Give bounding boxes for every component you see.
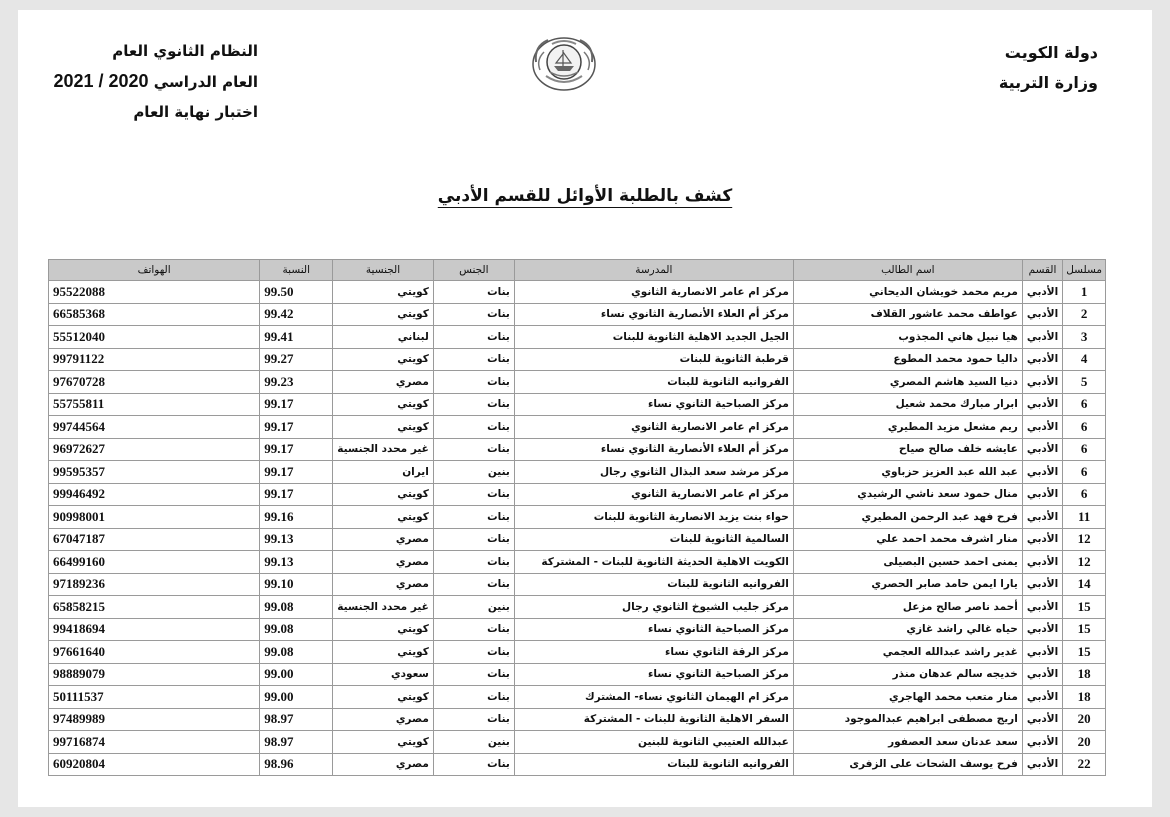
cell-phone: 95522088 bbox=[49, 281, 260, 304]
col-phones: الهواتف bbox=[49, 260, 260, 281]
cell-serial: 18 bbox=[1063, 663, 1106, 686]
cell-nationality: مصري bbox=[333, 708, 434, 731]
kuwait-emblem-icon bbox=[530, 32, 598, 100]
cell-school: السفر الاهلية الثانوية للبنات - المشتركة bbox=[514, 708, 793, 731]
cell-student-name: أحمد ناصر صالح مزعل bbox=[793, 596, 1022, 619]
cell-section: الأدبي bbox=[1022, 416, 1062, 439]
cell-phone: 55755811 bbox=[49, 393, 260, 416]
cell-serial: 22 bbox=[1063, 753, 1106, 776]
cell-serial: 1 bbox=[1063, 281, 1106, 304]
cell-serial: 15 bbox=[1063, 618, 1106, 641]
cell-phone: 65858215 bbox=[49, 596, 260, 619]
cell-nationality: كويتي bbox=[333, 348, 434, 371]
cell-percentage: 99.23 bbox=[260, 371, 333, 394]
exam-name: اختبار نهاية العام bbox=[133, 103, 258, 121]
cell-gender: بنات bbox=[433, 641, 514, 664]
academic-year-label: العام الدراسي bbox=[153, 73, 258, 91]
cell-gender: بنات bbox=[433, 348, 514, 371]
ministry-name: وزارة التربية bbox=[998, 73, 1098, 92]
cell-serial: 2 bbox=[1063, 303, 1106, 326]
table-row bbox=[49, 663, 1106, 686]
table-row bbox=[49, 461, 1106, 484]
cell-school: مركز أم العلاء الأنصارية الثانوي نساء bbox=[514, 438, 793, 461]
cell-school: مركز ام عامر الانصارية الثانوي bbox=[514, 416, 793, 439]
cell-nationality: مصري bbox=[333, 551, 434, 574]
col-gender: الجنس bbox=[433, 260, 514, 281]
exam-info-block bbox=[48, 36, 258, 127]
cell-section: الأدبي bbox=[1022, 483, 1062, 506]
cell-student-name: حياه غالي راشد غازي bbox=[793, 618, 1022, 641]
cell-gender: بنات bbox=[433, 483, 514, 506]
cell-gender: بنات bbox=[433, 551, 514, 574]
academic-year-value: 2021 / 2020 bbox=[53, 71, 149, 91]
cell-student-name: خديجه سالم عدهان منذر bbox=[793, 663, 1022, 686]
cell-student-name: منار متعب محمد الهاجري bbox=[793, 686, 1022, 709]
cell-serial: 12 bbox=[1063, 551, 1106, 574]
cell-student-name: مريم محمد خويشان الديحاني bbox=[793, 281, 1022, 304]
cell-school: مركز ام عامر الانصارية الثانوي bbox=[514, 483, 793, 506]
cell-student-name: منال حمود سعد ناشي الرشيدي bbox=[793, 483, 1022, 506]
cell-student-name: عبد الله عبد العزيز حزباوي bbox=[793, 461, 1022, 484]
cell-school: مركز مرشد سعد البذال الثانوي رجال bbox=[514, 461, 793, 484]
cell-percentage: 99.00 bbox=[260, 686, 333, 709]
cell-student-name: يارا ايمن حامد صابر الحصري bbox=[793, 573, 1022, 596]
table-row bbox=[49, 281, 1106, 304]
cell-gender: بنات bbox=[433, 686, 514, 709]
cell-percentage: 99.41 bbox=[260, 326, 333, 349]
cell-student-name: فرح يوسف الشحات على الزفرى bbox=[793, 753, 1022, 776]
issuer-block bbox=[999, 38, 1098, 98]
cell-phone: 97189236 bbox=[49, 573, 260, 596]
cell-section: الأدبي bbox=[1022, 596, 1062, 619]
cell-percentage: 99.13 bbox=[260, 551, 333, 574]
table-row bbox=[49, 596, 1106, 619]
table-row bbox=[49, 393, 1106, 416]
cell-school: السالمية الثانوية للبنات bbox=[514, 528, 793, 551]
table-row bbox=[49, 708, 1106, 731]
cell-section: الأدبي bbox=[1022, 326, 1062, 349]
cell-student-name: ريم مشعل مزيد المطيري bbox=[793, 416, 1022, 439]
col-student-name: اسم الطالب bbox=[793, 260, 1022, 281]
cell-nationality: ايران bbox=[333, 461, 434, 484]
cell-phone: 67047187 bbox=[49, 528, 260, 551]
cell-gender: بنات bbox=[433, 708, 514, 731]
cell-school: مركز الرقة الثانوي نساء bbox=[514, 641, 793, 664]
cell-phone: 99744564 bbox=[49, 416, 260, 439]
cell-gender: بنات bbox=[433, 416, 514, 439]
table-header-row bbox=[49, 260, 1106, 281]
table-row bbox=[49, 348, 1106, 371]
cell-section: الأدبي bbox=[1022, 348, 1062, 371]
document-title-text: كشف بالطلبة الأوائل للقسم الأدبي bbox=[437, 186, 733, 206]
cell-gender: بنات bbox=[433, 438, 514, 461]
cell-school: مركز الصباحية الثانوي نساء bbox=[514, 618, 793, 641]
cell-phone: 66585368 bbox=[49, 303, 260, 326]
cell-phone: 99791122 bbox=[49, 348, 260, 371]
cell-serial: 6 bbox=[1063, 483, 1106, 506]
cell-percentage: 99.00 bbox=[260, 663, 333, 686]
cell-section: الأدبي bbox=[1022, 573, 1062, 596]
cell-nationality: مصري bbox=[333, 371, 434, 394]
cell-nationality: مصري bbox=[333, 528, 434, 551]
table-row bbox=[49, 438, 1106, 461]
cell-nationality: كويتي bbox=[333, 393, 434, 416]
cell-nationality: كويتي bbox=[333, 416, 434, 439]
cell-serial: 6 bbox=[1063, 393, 1106, 416]
cell-percentage: 99.08 bbox=[260, 596, 333, 619]
cell-serial: 6 bbox=[1063, 438, 1106, 461]
cell-school: قرطبة الثانوية للبنات bbox=[514, 348, 793, 371]
cell-section: الأدبي bbox=[1022, 663, 1062, 686]
cell-student-name: فرح فهد عبد الرحمن المطيري bbox=[793, 506, 1022, 529]
cell-section: الأدبي bbox=[1022, 641, 1062, 664]
cell-school: الفروانيه الثانوية للبنات bbox=[514, 753, 793, 776]
cell-school: الفروانيه الثانوية للبنات bbox=[514, 371, 793, 394]
cell-nationality: كويتي bbox=[333, 618, 434, 641]
cell-gender: بنات bbox=[433, 393, 514, 416]
cell-percentage: 99.10 bbox=[260, 573, 333, 596]
cell-nationality: مصري bbox=[333, 573, 434, 596]
cell-serial: 5 bbox=[1063, 371, 1106, 394]
cell-gender: بنين bbox=[433, 461, 514, 484]
cell-student-name: عواطف محمد عاشور القلاف bbox=[793, 303, 1022, 326]
cell-school: الكويت الاهلية الحديثة الثانوية للبنات - المشتركة bbox=[514, 551, 793, 574]
cell-gender: بنين bbox=[433, 596, 514, 619]
cell-student-name: عايشه خلف صالح صياح bbox=[793, 438, 1022, 461]
document-page bbox=[18, 10, 1152, 807]
cell-gender: بنات bbox=[433, 371, 514, 394]
col-section: القسم bbox=[1022, 260, 1062, 281]
col-serial: مسلسل bbox=[1063, 260, 1106, 281]
cell-school: مركز الصباحية الثانوي نساء bbox=[514, 393, 793, 416]
table-row bbox=[49, 753, 1106, 776]
table-row bbox=[49, 528, 1106, 551]
cell-phone: 97661640 bbox=[49, 641, 260, 664]
cell-phone: 99595357 bbox=[49, 461, 260, 484]
cell-section: الأدبي bbox=[1022, 708, 1062, 731]
cell-nationality: كويتي bbox=[333, 281, 434, 304]
cell-section: الأدبي bbox=[1022, 528, 1062, 551]
table-row bbox=[49, 731, 1106, 754]
table-row bbox=[49, 551, 1106, 574]
cell-percentage: 99.17 bbox=[260, 416, 333, 439]
cell-school: مركز الصباحية الثانوي نساء bbox=[514, 663, 793, 686]
cell-section: الأدبي bbox=[1022, 303, 1062, 326]
cell-section: الأدبي bbox=[1022, 393, 1062, 416]
cell-serial: 6 bbox=[1063, 416, 1106, 439]
cell-serial: 14 bbox=[1063, 573, 1106, 596]
top-students-table bbox=[48, 259, 1106, 776]
cell-nationality: غير محدد الجنسية bbox=[333, 596, 434, 619]
cell-student-name: ابرار مبارك محمد شعيل bbox=[793, 393, 1022, 416]
cell-gender: بنات bbox=[433, 663, 514, 686]
table-row bbox=[49, 686, 1106, 709]
cell-percentage: 99.17 bbox=[260, 393, 333, 416]
table-row bbox=[49, 573, 1106, 596]
cell-nationality: غير محدد الجنسية bbox=[333, 438, 434, 461]
cell-school: مركز أم العلاء الأنصارية الثانوي نساء bbox=[514, 303, 793, 326]
cell-percentage: 99.42 bbox=[260, 303, 333, 326]
cell-nationality: سعودي bbox=[333, 663, 434, 686]
academic-year bbox=[48, 66, 258, 97]
cell-school: حواء بنت يزيد الانصارية الثانوية للبنات bbox=[514, 506, 793, 529]
cell-gender: بنات bbox=[433, 303, 514, 326]
cell-nationality: كويتي bbox=[333, 506, 434, 529]
cell-nationality: كويتي bbox=[333, 483, 434, 506]
cell-percentage: 98.97 bbox=[260, 731, 333, 754]
cell-percentage: 99.17 bbox=[260, 461, 333, 484]
cell-student-name: غدير راشد عبدالله العجمي bbox=[793, 641, 1022, 664]
table-body bbox=[49, 281, 1106, 776]
cell-section: الأدبي bbox=[1022, 618, 1062, 641]
cell-student-name: هيا نبيل هاني المجذوب bbox=[793, 326, 1022, 349]
cell-student-name: سعد عدنان سعد العصفور bbox=[793, 731, 1022, 754]
cell-percentage: 99.27 bbox=[260, 348, 333, 371]
cell-section: الأدبي bbox=[1022, 753, 1062, 776]
cell-percentage: 99.50 bbox=[260, 281, 333, 304]
table-row bbox=[49, 303, 1106, 326]
cell-serial: 20 bbox=[1063, 708, 1106, 731]
cell-serial: 18 bbox=[1063, 686, 1106, 709]
cell-nationality: كويتي bbox=[333, 641, 434, 664]
cell-student-name: دنيا السيد هاشم المصري bbox=[793, 371, 1022, 394]
col-school: المدرسة bbox=[514, 260, 793, 281]
cell-nationality: كويتي bbox=[333, 303, 434, 326]
cell-phone: 99716874 bbox=[49, 731, 260, 754]
cell-section: الأدبي bbox=[1022, 281, 1062, 304]
cell-section: الأدبي bbox=[1022, 731, 1062, 754]
cell-percentage: 98.97 bbox=[260, 708, 333, 731]
cell-section: الأدبي bbox=[1022, 461, 1062, 484]
cell-gender: بنات bbox=[433, 506, 514, 529]
cell-gender: بنات bbox=[433, 528, 514, 551]
cell-percentage: 99.08 bbox=[260, 618, 333, 641]
cell-phone: 55512040 bbox=[49, 326, 260, 349]
cell-student-name: داليا حمود محمد المطوع bbox=[793, 348, 1022, 371]
cell-nationality: لبناني bbox=[333, 326, 434, 349]
cell-phone: 99946492 bbox=[49, 483, 260, 506]
cell-gender: بنات bbox=[433, 753, 514, 776]
cell-phone: 50111537 bbox=[49, 686, 260, 709]
cell-percentage: 99.17 bbox=[260, 438, 333, 461]
col-nationality: الجنسية bbox=[333, 260, 434, 281]
cell-serial: 12 bbox=[1063, 528, 1106, 551]
cell-percentage: 98.96 bbox=[260, 753, 333, 776]
cell-percentage: 99.13 bbox=[260, 528, 333, 551]
cell-section: الأدبي bbox=[1022, 506, 1062, 529]
document-title bbox=[18, 186, 1152, 206]
cell-gender: بنات bbox=[433, 281, 514, 304]
cell-school: الفروانيه الثانوية للبنات bbox=[514, 573, 793, 596]
cell-serial: 11 bbox=[1063, 506, 1106, 529]
cell-nationality: كويتي bbox=[333, 731, 434, 754]
cell-serial: 15 bbox=[1063, 641, 1106, 664]
cell-phone: 66499160 bbox=[49, 551, 260, 574]
cell-percentage: 99.08 bbox=[260, 641, 333, 664]
cell-student-name: يمنى احمد حسين البصيلى bbox=[793, 551, 1022, 574]
cell-section: الأدبي bbox=[1022, 551, 1062, 574]
cell-section: الأدبي bbox=[1022, 686, 1062, 709]
table-row bbox=[49, 416, 1106, 439]
cell-serial: 15 bbox=[1063, 596, 1106, 619]
cell-school: مركز ام الهيمان الثانوي نساء- المشترك bbox=[514, 686, 793, 709]
table-row bbox=[49, 371, 1106, 394]
cell-serial: 3 bbox=[1063, 326, 1106, 349]
country-name: دولة الكويت bbox=[1004, 43, 1098, 62]
cell-phone: 97489989 bbox=[49, 708, 260, 731]
cell-phone: 60920804 bbox=[49, 753, 260, 776]
cell-nationality: كويتي bbox=[333, 686, 434, 709]
cell-serial: 4 bbox=[1063, 348, 1106, 371]
cell-phone: 96972627 bbox=[49, 438, 260, 461]
cell-section: الأدبي bbox=[1022, 371, 1062, 394]
cell-percentage: 99.16 bbox=[260, 506, 333, 529]
cell-gender: بنات bbox=[433, 326, 514, 349]
table-row bbox=[49, 483, 1106, 506]
cell-percentage: 99.17 bbox=[260, 483, 333, 506]
cell-nationality: مصري bbox=[333, 753, 434, 776]
cell-school: مركز ام عامر الانصارية الثانوي bbox=[514, 281, 793, 304]
cell-gender: بنات bbox=[433, 573, 514, 596]
cell-student-name: اريج مصطفى ابراهيم عبدالموجود bbox=[793, 708, 1022, 731]
cell-school: الجيل الجديد الاهلية الثانوية للبنات bbox=[514, 326, 793, 349]
cell-gender: بنين bbox=[433, 731, 514, 754]
cell-student-name: منار اشرف محمد احمد علي bbox=[793, 528, 1022, 551]
cell-phone: 97670728 bbox=[49, 371, 260, 394]
cell-phone: 90998001 bbox=[49, 506, 260, 529]
cell-phone: 99418694 bbox=[49, 618, 260, 641]
table-row bbox=[49, 618, 1106, 641]
cell-serial: 20 bbox=[1063, 731, 1106, 754]
system-name: النظام الثانوي العام bbox=[112, 42, 258, 60]
table-row bbox=[49, 641, 1106, 664]
cell-school: مركز جليب الشيوخ الثانوي رجال bbox=[514, 596, 793, 619]
table-row bbox=[49, 326, 1106, 349]
cell-gender: بنات bbox=[433, 618, 514, 641]
cell-section: الأدبي bbox=[1022, 438, 1062, 461]
cell-serial: 6 bbox=[1063, 461, 1106, 484]
cell-phone: 98889079 bbox=[49, 663, 260, 686]
cell-school: عبدالله العتيبي الثانوية للبنين bbox=[514, 731, 793, 754]
col-percentage: النسبة bbox=[260, 260, 333, 281]
table-row bbox=[49, 506, 1106, 529]
